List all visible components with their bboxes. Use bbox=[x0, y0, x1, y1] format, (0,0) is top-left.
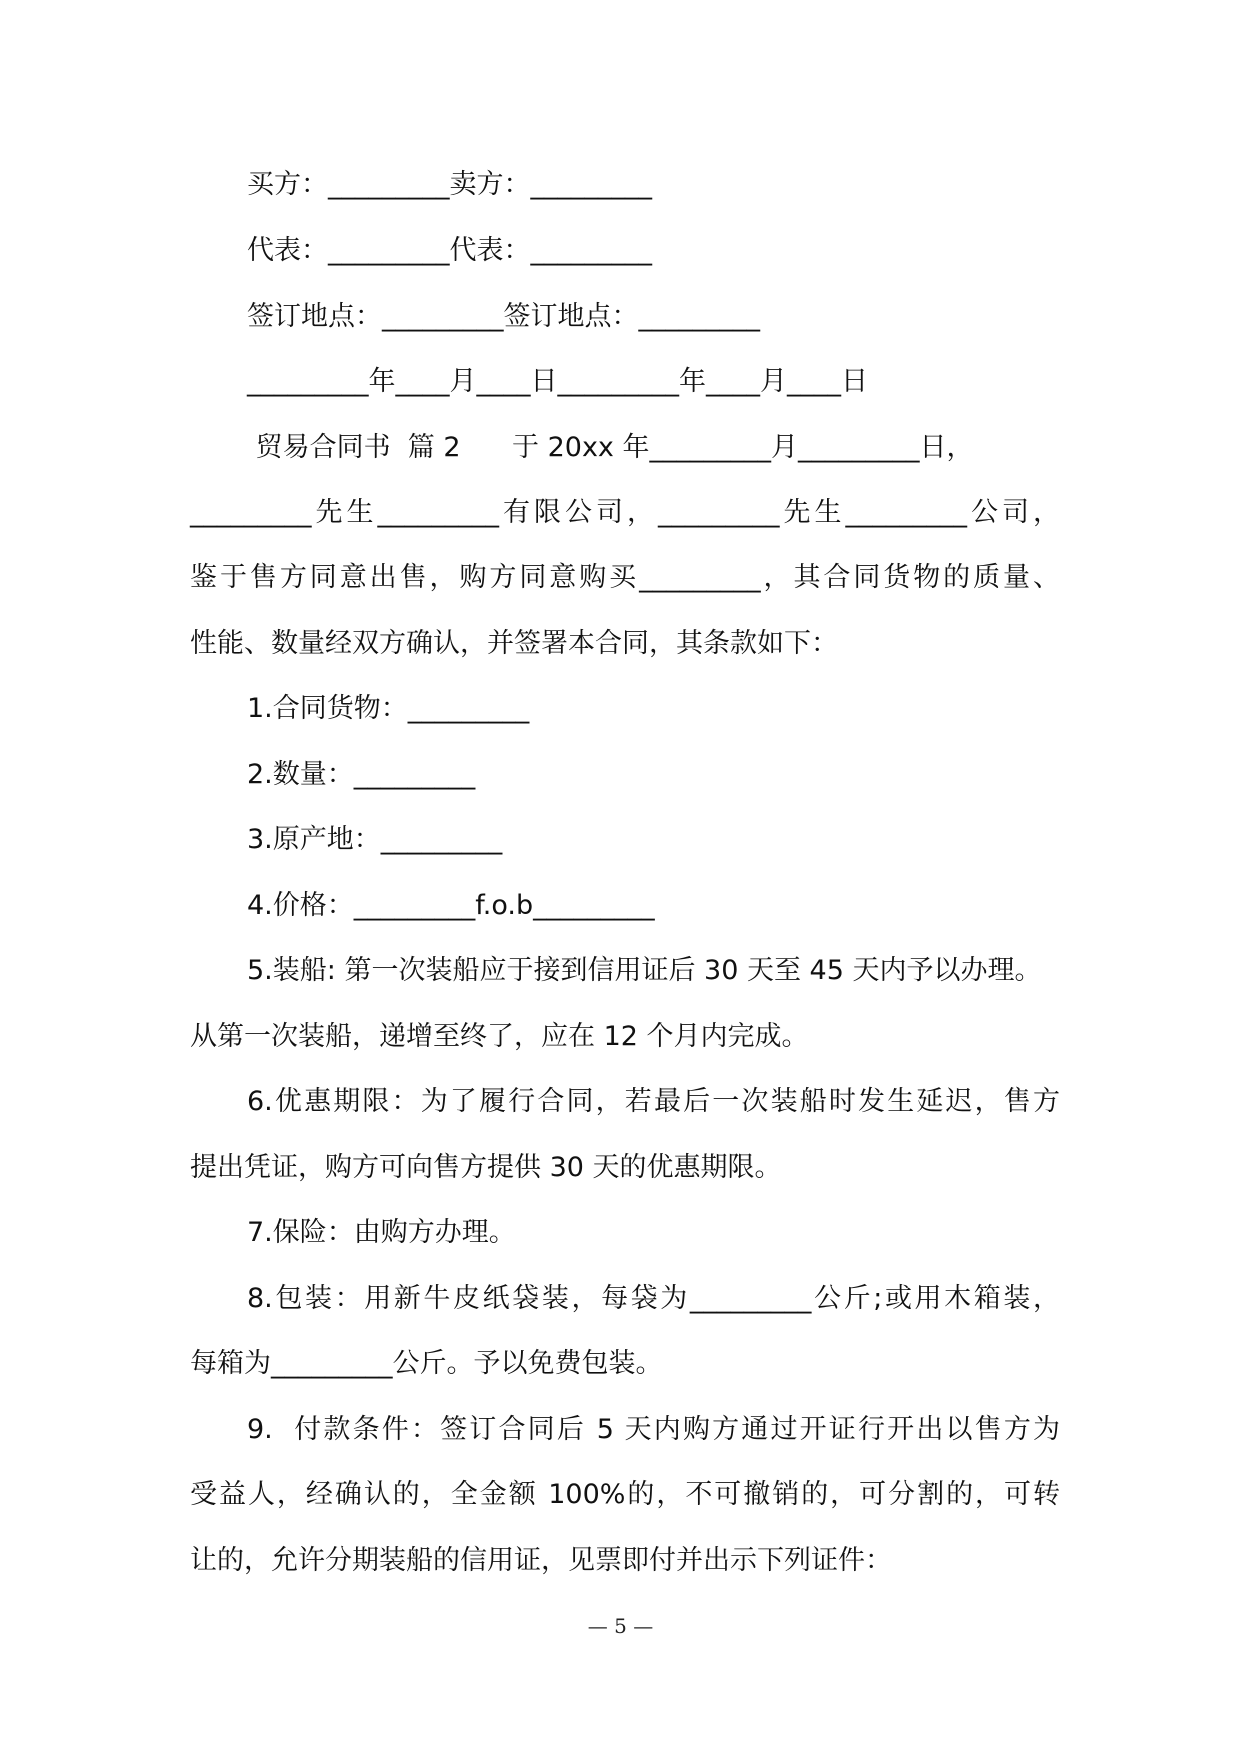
preamble-line-2: 性能、数量经双方确认，并签署本合同，其条款如下： bbox=[190, 628, 838, 659]
clause-origin: 3.原产地：_________ bbox=[247, 824, 503, 855]
page-number: — 5 — bbox=[587, 1614, 654, 1638]
date-line: _________年____月____日_________年____月____日 bbox=[247, 366, 868, 397]
representative-line: 代表：_________代表：_________ bbox=[247, 235, 652, 266]
signing-place-line: 签订地点：_________签订地点：_________ bbox=[247, 301, 760, 332]
clause-grace-1: 6.优惠期限：为了履行合同，若最后一次装船时发生延迟，售方 bbox=[247, 1086, 1060, 1117]
clause-packing-1: 8.包装：用新牛皮纸袋装，每袋为_________公斤;或用木箱装， bbox=[247, 1283, 1060, 1314]
clause-payment-3: 让的，允许分期装船的信用证，见票即付并出示下列证件： bbox=[190, 1545, 892, 1576]
clause-payment-2: 受益人，经确认的，全金额 100%的，不可撤销的，可分割的，可转 bbox=[190, 1479, 1060, 1510]
clause-packing-2: 每箱为_________公斤。予以免费包装。 bbox=[190, 1348, 663, 1379]
clause-shipment-2: 从第一次装船，递增至终了，应在 12 个月内完成。 bbox=[190, 1021, 809, 1052]
clause-shipment-1: 5.装船: 第一次装船应于接到信用证后 30 天至 45 天内予以办理。 bbox=[247, 955, 1042, 986]
clause-goods: 1.合同货物：_________ bbox=[247, 693, 530, 724]
parties-line: _________先生_________有限公司，_________先生_________公司， bbox=[190, 497, 1060, 528]
clause-payment-1: 9. 付款条件：签订合同后 5 天内购方通过开证行开出以售方为 bbox=[247, 1414, 1060, 1445]
clause-quantity: 2.数量：_________ bbox=[247, 759, 476, 790]
clause-price: 4.价格：_________f.o.b_________ bbox=[247, 890, 655, 921]
buyer-seller-line: 买方：_________卖方：_________ bbox=[247, 169, 652, 200]
preamble-line-1: 鉴于售方同意出售，购方同意购买_________，其合同货物的质量、 bbox=[190, 562, 1060, 593]
clause-insurance: 7.保险：由购方办理。 bbox=[247, 1217, 516, 1248]
clause-grace-2: 提出凭证，购方可向售方提供 30 天的优惠期限。 bbox=[190, 1152, 782, 1183]
contract-heading-line: 贸易合同书 篇 2 于 20xx 年_________月_________日， bbox=[247, 432, 974, 463]
